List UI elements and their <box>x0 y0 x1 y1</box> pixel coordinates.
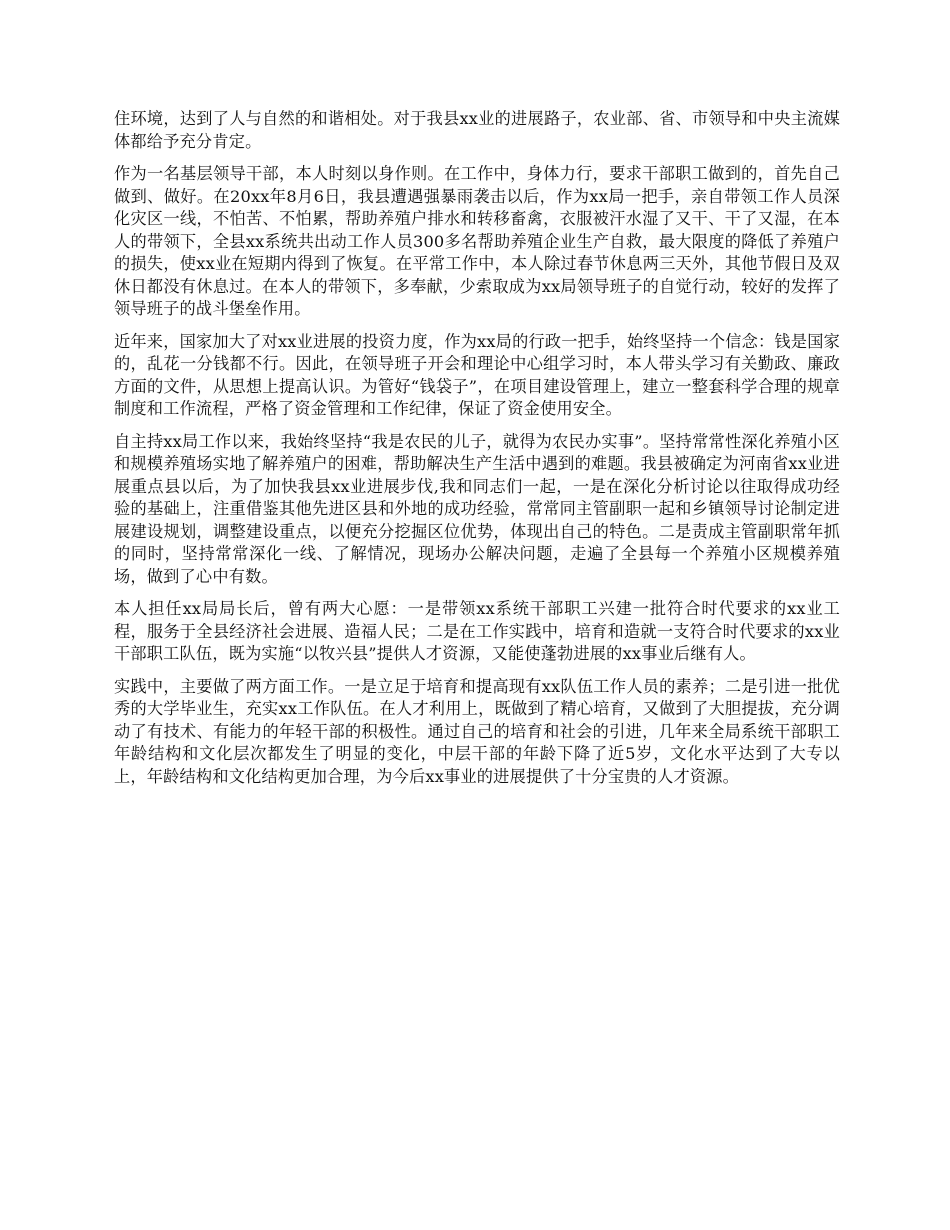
document-body <box>114 108 840 798</box>
paragraph-1: 住环境，达到了人与自然的和谐相处。对于我县xx业的进展路子，农业部、省、市领导和中央主流媒体都给予充分肯定。 <box>114 109 840 151</box>
paragraph-5: 本人担任xx局局长后，曾有两大心愿：一是带领xx系统干部职工兴建一批符合时代要求的xx业工程，服务于全县经济社会进展、造福人民；二是在工作实践中，培育和造就一支符合时代要求的xx业干部职工队伍，既为实施“以牧兴县”提供人才资源，又能使蓬勃进展的xx事业后继有人。 <box>114 599 840 663</box>
paragraph-3: 近年来，国家加大了对xx业进展的投资力度，作为xx局的行政一把手，始终坚持一个信念：钱是国家的，乱花一分钱都不行。因此，在领导班子开会和理论中心组学习时，本人带头学习有关勤政、廉政方面的文件，从思想上提高认识。为管好“钱袋子”，在项目建设管理上，建立一整套科学合理的规章制度和工作流程，严格了资金管理和工作纪律，保证了资金使用安全。 <box>114 331 840 418</box>
paragraph-4: 自主持xx局工作以来，我始终坚持“我是农民的儿子，就得为农民办实事”。坚持常常性深化养殖小区和规模养殖场实地了解养殖户的困难，帮助解决生产生活中遇到的难题。我县被确定为河南省xx业进展重点县以后，为了加快我县xx业进展步伐,我和同志们一起，一是在深化分析讨论以往取得成功经验的基础上，注重借鉴其他先进区县和外地的成功经验，常常同主管副职一起和乡镇领导讨论制定进展建设规划，调整建设重点，以便充分挖掘区位优势，体现出自己的特色。二是责成主管副职常年抓的同时，坚持常常深化一线、了解情况，现场办公解决问题，走遍了全县每一个养殖小区规模养殖场，做到了心中有数。 <box>114 431 840 586</box>
paragraph-2: 作为一名基层领导干部，本人时刻以身作则。在工作中，身体力行，要求干部职工做到的，首先自己做到、做好。在20xx年8月6日，我县遭遇强暴雨袭击以后，作为xx局一把手，亲自带领工作人员深化灾区一线，不怕苦、不怕累，帮助养殖户排水和转移畜禽，衣服被汗水湿了又干、干了又湿，在本人的带领下，全县xx系统共出动工作人员300多名帮助养殖企业生产自救，最大限度的降低了养殖户的损失，使xx业在短期内得到了恢复。在平常工作中，本人除过春节休息两三天外，其他节假日及双休日都没有休息过。在本人的带领下，多奉献，少索取成为xx局领导班子的自觉行动，较好的发挥了领导班子的战斗堡垒作用。 <box>114 164 840 318</box>
paragraph-6: 实践中，主要做了两方面工作。一是立足于培育和提高现有xx队伍工作人员的素养；二是引进一批优秀的大学毕业生，充实xx工作队伍。在人才利用上，既做到了精心培育，又做到了大胆提拔，充分调动了有技术、有能力的年轻干部的积极性。通过自己的培育和社会的引进，几年来全局系统干部职工年龄结构和文化层次都发生了明显的变化，中层干部的年龄下降了近5岁，文化水平达到了大专以上，年龄结构和文化结构更加合理，为今后xx事业的进展提供了十分宝贵的人才资源。 <box>114 676 840 786</box>
